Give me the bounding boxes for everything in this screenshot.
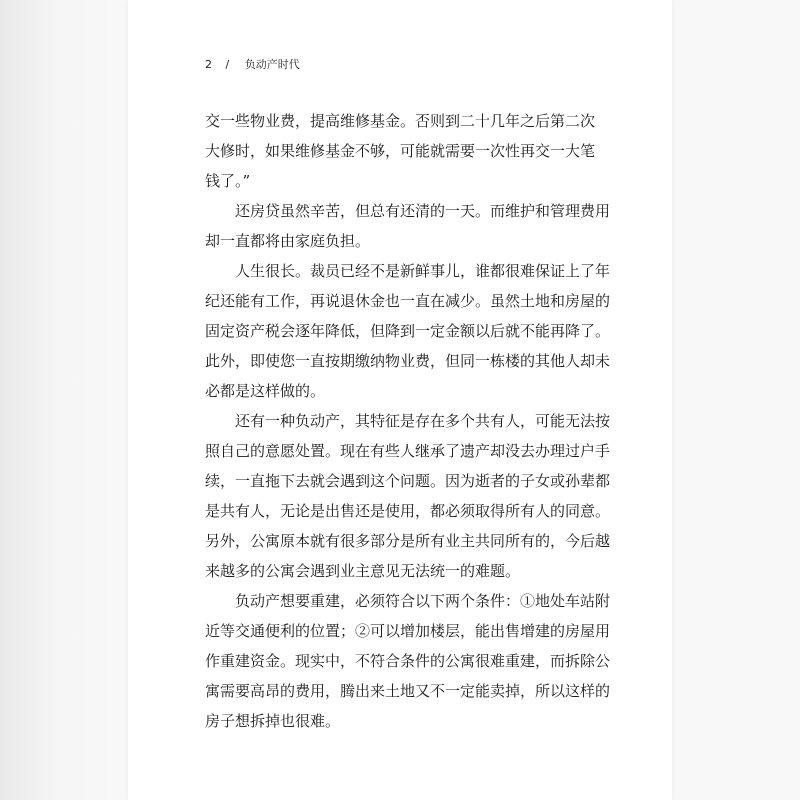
text-line: 负动产想要重建，必须符合以下两个条件：①地处车站附: [235, 592, 611, 610]
text-line: 此外，即使您一直按期缴纳物业费，但同一栋楼的其他人却未: [205, 352, 611, 370]
text-line: 是共有人，无论是出售还是使用，都必须取得所有人的同意。: [205, 502, 611, 520]
text-line: 来越多的公寓会遇到业主意见无法统一的难题。: [205, 562, 521, 580]
text-line: 房子想拆掉也很难。: [205, 712, 341, 730]
text-line: 却一直都将由家庭负担。: [205, 232, 371, 250]
text-line: 寓需要高昂的费用，腾出来土地又不一定能卖掉，所以这样的: [205, 682, 611, 700]
text-line: 近等交通便利的位置；②可以增加楼层，能出售增建的房屋用: [205, 622, 611, 640]
text-line: 交一些物业费，提高维修基金。否则到二十几年之后第二次: [205, 112, 596, 130]
text-line: 还房贷虽然辛苦，但总有还清的一天。而维护和管理费用: [235, 202, 611, 220]
text-line: 还有一种负动产，其特征是存在多个共有人，可能无法按: [235, 412, 611, 430]
body-text: [205, 109, 611, 739]
text-line: 必都是这样做的。: [205, 382, 326, 400]
book-title: 负动产时代: [244, 58, 300, 71]
running-head: [205, 56, 300, 72]
text-line: 固定资产税会逐年降低，但降到一定金额以后就不能再降了。: [205, 322, 611, 340]
text-line: 钱了。”: [205, 172, 251, 190]
text-line: 人生很长。裁员已经不是新鲜事儿，谁都很难保证上了年: [235, 262, 611, 280]
text-line: 大修时，如果维修基金不够，可能就需要一次性再交一大笔: [205, 142, 596, 160]
text-line: 另外，公寓原本就有很多部分是所有业主共同所有的，今后越: [205, 532, 611, 550]
text-line: 照自己的意愿处置。现在有些人继承了遗产却没去办理过户手: [205, 442, 611, 460]
text-line: 续，一直拖下去就会遇到这个问题。因为逝者的子女或孙辈都: [205, 472, 611, 490]
running-head-separator: /: [225, 58, 230, 71]
text-line: 作重建资金。现实中，不符合条件的公寓很难重建，而拆除公: [205, 652, 611, 670]
text-line: 纪还能有工作，再说退休金也一直在减少。虽然土地和房屋的: [205, 292, 611, 310]
page-number: 2: [205, 58, 212, 71]
